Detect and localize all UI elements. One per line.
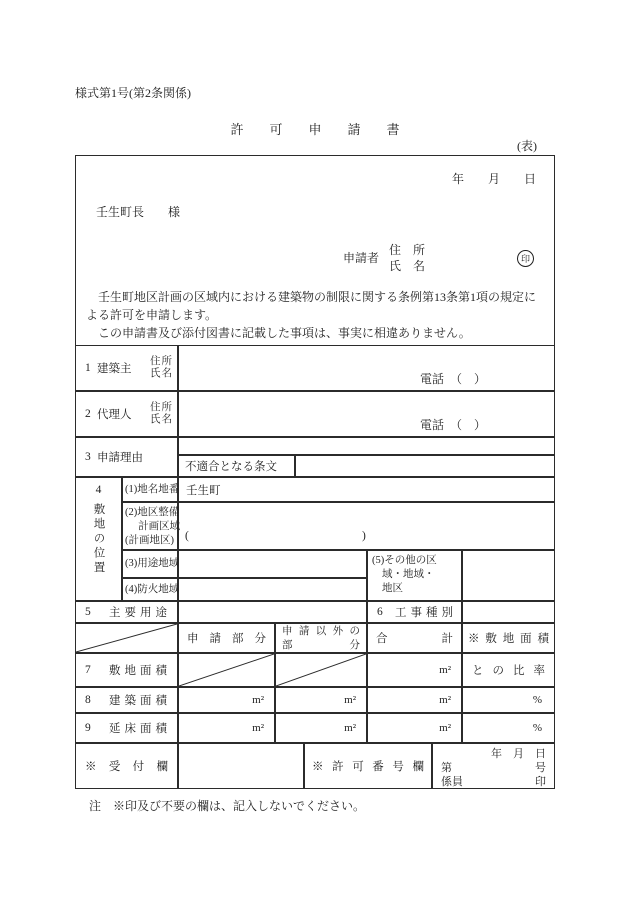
site-item2-label-cell — [122, 502, 181, 550]
site-item1-value: 壬生町 — [186, 484, 221, 497]
area-header-application: 申請部分 — [187, 633, 266, 645]
agent-label: 代理人 — [97, 409, 132, 421]
applicant-address-label: 住 所 — [389, 243, 426, 257]
work-type-label: 工事種別 — [395, 607, 453, 619]
diagonal-strike-icon — [276, 654, 366, 686]
permit-number-suffix: 号 — [535, 762, 546, 774]
main-use-label: 主要用途 — [109, 607, 167, 619]
reason-label: 申請理由 — [97, 452, 143, 464]
site-location-header-cell — [75, 477, 122, 601]
site-area-total-unit: m² — [439, 664, 451, 676]
nonconforming-article-label-cell — [178, 455, 295, 477]
nonconforming-article-entry-cell — [295, 455, 555, 477]
site-item5-label-line2: 域・地域・ — [382, 569, 435, 580]
agent-sublabels — [150, 402, 172, 426]
addressee: 壬生町長 様 — [96, 205, 181, 219]
reception-label: ※受付欄 — [85, 761, 168, 773]
agent-no: 2 — [85, 408, 91, 420]
agent-address-label: 住所 — [150, 402, 172, 413]
site-item2-paren-close: ) — [362, 530, 366, 542]
floor-area-no: 9 — [85, 722, 91, 734]
body-line-1: 壬生町地区計画の区域内における建築物の制限に関する条例第13条第1項の規定に — [86, 290, 537, 304]
area-header-other-line1: 申請以外の — [282, 626, 360, 637]
site-item2-paren-open: ( — [185, 530, 189, 542]
builder-name-label: 氏名 — [150, 368, 172, 379]
building-area-total-unit: m² — [439, 694, 451, 706]
diagonal-strike-icon — [76, 624, 177, 652]
building-area-label: 建築面積 — [109, 695, 167, 707]
building-area-label-cell — [75, 687, 178, 713]
site-area-label: 敷地面積 — [109, 665, 167, 677]
builder-no: 1 — [85, 362, 91, 374]
site-area-application-cell — [178, 653, 275, 687]
site-item3-label-cell — [122, 550, 178, 578]
applicant-name-label: 氏 名 — [389, 259, 426, 273]
site-item5-label-line1: (5)その他の区 — [372, 555, 437, 566]
site-item3-value-cell — [178, 550, 367, 578]
permit-staff-seal: 印 — [535, 776, 546, 788]
site-no: 4 — [95, 484, 102, 496]
builder-label-cell — [75, 345, 178, 391]
site-item5-value-cell — [462, 550, 555, 601]
site-area-other-cell — [275, 653, 367, 687]
work-type-entry-cell — [462, 601, 555, 623]
agent-name-label: 氏名 — [150, 414, 172, 425]
site-area-no: 7 — [85, 664, 91, 676]
reception-label-cell — [75, 743, 178, 789]
area-header-other-line2: 部分 — [282, 640, 360, 651]
builder-address-label: 住所 — [150, 356, 172, 367]
area-header-total: 合計 — [376, 633, 453, 645]
site-item1-label: (1)地名地番 — [125, 483, 180, 495]
body-line-3: この申請書及び添付図書に記載した事項は、事実に相違ありません。 — [86, 326, 471, 340]
main-use-label-cell — [75, 601, 178, 623]
nonconforming-article-label: 不適合となる条文 — [185, 461, 277, 473]
site-item4-label-cell — [122, 578, 178, 601]
permit-date: 年 月 日 — [491, 748, 546, 760]
floor-area-application-unit: m² — [252, 722, 264, 734]
diagonal-strike-icon — [179, 654, 274, 686]
permit-number-entry-cell — [432, 743, 555, 789]
site-item5-label-cell — [367, 550, 462, 601]
main-use-entry-cell — [178, 601, 367, 623]
builder-entry-cell — [178, 345, 555, 391]
building-area-application-unit: m² — [252, 694, 264, 706]
front-label: (表) — [517, 139, 537, 153]
area-header-site-ratio-cell — [462, 623, 555, 653]
site-item2-label-line3: (計画地区) — [125, 535, 174, 546]
area-header-total-cell — [367, 623, 462, 653]
footnote: 注 ※印及び不要の欄は、記入しないでください。 — [89, 799, 366, 813]
building-area-application-cell — [178, 687, 275, 713]
page-title: 許 可 申 請 書 — [230, 122, 400, 137]
agent-label-cell — [75, 391, 178, 437]
site-area-ratio-cell — [462, 653, 555, 687]
site-item2-value-cell — [178, 502, 555, 550]
builder-label: 建築主 — [97, 363, 132, 375]
site-label: 敷地の位置 — [92, 503, 105, 576]
reason-label-cell — [75, 437, 178, 477]
reception-entry-cell — [178, 743, 304, 789]
floor-area-percent: % — [532, 722, 542, 734]
permit-number-label: ※許可番号欄 — [312, 761, 424, 773]
agent-phone: 電話 （ ） — [420, 418, 487, 432]
permit-number-label-cell — [304, 743, 432, 789]
site-area-ratio-label: との比率 — [472, 665, 545, 677]
building-area-total-cell — [367, 687, 462, 713]
floor-area-total-cell — [367, 713, 462, 743]
floor-area-label-cell — [75, 713, 178, 743]
floor-area-ratio-cell — [462, 713, 555, 743]
seal-icon: 印 — [517, 250, 534, 267]
main-use-no: 5 — [85, 606, 91, 618]
permit-number-prefix: 第 — [441, 762, 452, 774]
site-item3-label: (3)用途地域 — [125, 558, 180, 569]
area-header-corner-cell — [75, 623, 178, 653]
reason-entry-cell — [178, 437, 555, 455]
site-item1-value-cell — [178, 477, 555, 502]
site-item4-value-cell — [178, 578, 367, 601]
agent-entry-cell — [178, 391, 555, 437]
body-line-2: よる許可を申請します。 — [86, 308, 218, 322]
date-line: 年 月 日 — [451, 172, 536, 186]
floor-area-application-cell — [178, 713, 275, 743]
site-item4-label: (4)防火地域 — [125, 583, 180, 595]
site-area-label-cell — [75, 653, 178, 687]
permit-staff-label: 係員 — [441, 776, 463, 788]
floor-area-other-unit: m² — [344, 722, 356, 734]
area-header-application-cell — [178, 623, 275, 653]
site-item2-label-line2: 計画区域 — [125, 521, 181, 532]
floor-area-label: 延床面積 — [109, 723, 167, 735]
work-type-no: 6 — [377, 606, 383, 618]
work-type-label-cell — [367, 601, 462, 623]
floor-area-other-cell — [275, 713, 367, 743]
building-area-ratio-cell — [462, 687, 555, 713]
site-area-total-cell — [367, 653, 462, 687]
building-area-percent: % — [532, 694, 542, 706]
building-area-other-cell — [275, 687, 367, 713]
building-area-other-unit: m² — [344, 694, 356, 706]
building-area-no: 8 — [85, 694, 91, 706]
site-item1-label-cell — [122, 477, 178, 502]
reason-no: 3 — [85, 451, 91, 463]
floor-area-total-unit: m² — [439, 722, 451, 734]
permit-staff-line — [433, 773, 554, 789]
site-item2-label-line1: (2)地区整備 — [125, 507, 180, 518]
area-header-site-ratio: ※敷地面積 — [468, 633, 549, 645]
builder-sublabels — [150, 356, 172, 380]
area-header-other-cell — [275, 623, 367, 653]
applicant-label: 申請者 — [343, 251, 380, 265]
site-item5-label-line3: 地区 — [382, 583, 403, 594]
form-number: 様式第1号(第2条関係) — [75, 86, 191, 100]
builder-phone: 電話 （ ） — [420, 372, 487, 386]
